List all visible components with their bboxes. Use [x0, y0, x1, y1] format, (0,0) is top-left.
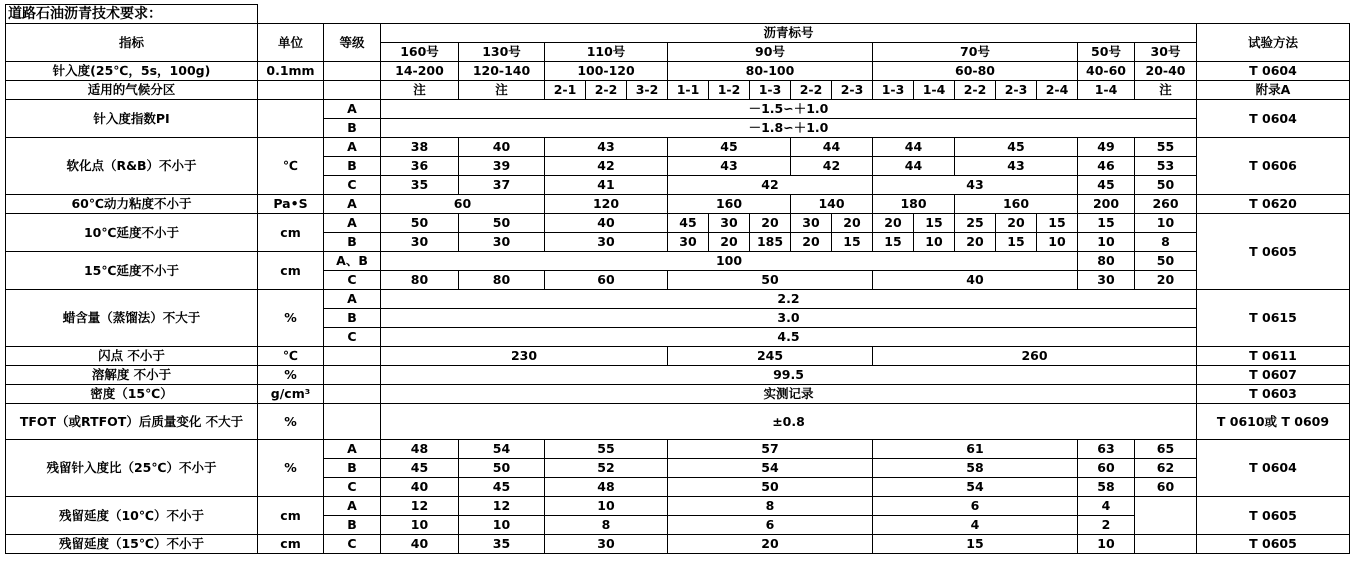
row-name: 10℃延度不小于	[6, 214, 258, 252]
row-unit: %	[258, 290, 324, 347]
cell: 14-200	[381, 62, 459, 81]
cell: 60-80	[873, 62, 1078, 81]
cell: 1-2	[709, 81, 750, 100]
caption-row	[6, 5, 1350, 24]
row-grade	[324, 366, 381, 385]
cell: 25	[955, 214, 996, 233]
cell: 6	[668, 516, 873, 535]
cell: 2-1	[545, 81, 586, 100]
cell: 100	[381, 252, 1078, 271]
row-method: T 0604	[1197, 100, 1350, 138]
cell: 2.2	[381, 290, 1197, 309]
cell: 8	[668, 497, 873, 516]
cell: 20	[873, 214, 914, 233]
row-unit: ℃	[258, 138, 324, 195]
cell: 4.5	[381, 328, 1197, 347]
row-method: T 0604	[1197, 62, 1350, 81]
cell: 39	[459, 157, 545, 176]
cell: ±0.8	[381, 404, 1197, 440]
cell: 1-3	[750, 81, 791, 100]
cell: 100-120	[545, 62, 668, 81]
cell: 3.0	[381, 309, 1197, 328]
cell: 20-40	[1135, 62, 1197, 81]
cell: 15	[873, 233, 914, 252]
cell: 80	[459, 271, 545, 290]
cell: 60	[1135, 478, 1197, 497]
cell: 60	[381, 195, 545, 214]
row-grade: A	[324, 100, 381, 119]
cell: 55	[1135, 138, 1197, 157]
cell: 50	[1135, 252, 1197, 271]
cell: 30	[1078, 271, 1135, 290]
row-name: 残留延度（15℃）不小于	[6, 535, 258, 554]
cell: 10	[914, 233, 955, 252]
cell: 260	[873, 347, 1197, 366]
row-name: 针入度(25℃，5s，100g)	[6, 62, 258, 81]
cell: 2	[1078, 516, 1135, 535]
cell: 42	[791, 157, 873, 176]
label-90: 90号	[668, 43, 873, 62]
row-method: T 0604	[1197, 440, 1350, 497]
cell: 10	[1078, 233, 1135, 252]
cell: 20	[996, 214, 1037, 233]
row-name: 蜡含量（蒸馏法）不大于	[6, 290, 258, 347]
cell-empty	[1135, 535, 1197, 554]
row-method: T 0611	[1197, 347, 1350, 366]
row-grade: A	[324, 214, 381, 233]
row-method: T 0610或 T 0609	[1197, 404, 1350, 440]
cell: －1.8∽＋1.0	[381, 119, 1197, 138]
cell: 45	[955, 138, 1078, 157]
cell: 2-4	[1037, 81, 1078, 100]
cell: 43	[668, 157, 791, 176]
cell: 30	[791, 214, 832, 233]
cell: 30	[545, 233, 668, 252]
table-row	[6, 62, 1350, 81]
cell: 45	[381, 459, 459, 478]
row-grade	[324, 62, 381, 81]
cell: 43	[955, 157, 1078, 176]
row-name: 闪点 不小于	[6, 347, 258, 366]
cell: 实测记录	[381, 385, 1197, 404]
cell: 55	[545, 440, 668, 459]
cell: 1-4	[914, 81, 955, 100]
cell: 10	[545, 497, 668, 516]
header-asphalt-label: 沥青标号	[381, 24, 1197, 43]
row-method: T 0606	[1197, 138, 1350, 195]
cell: 80	[1078, 252, 1135, 271]
header-method: 试验方法	[1197, 24, 1350, 62]
row-grade: C	[324, 535, 381, 554]
cell: 35	[459, 535, 545, 554]
cell: 12	[381, 497, 459, 516]
cell: 245	[668, 347, 873, 366]
table-row	[6, 290, 1350, 309]
cell: 62	[1135, 459, 1197, 478]
cell: 4	[1078, 497, 1135, 516]
cell-empty	[1135, 497, 1197, 535]
cell: 43	[873, 176, 1078, 195]
row-grade: B	[324, 119, 381, 138]
cell: 45	[1078, 176, 1135, 195]
cell: 15	[996, 233, 1037, 252]
cell: 44	[873, 138, 955, 157]
cell: 42	[668, 176, 873, 195]
cell: 2-3	[996, 81, 1037, 100]
cell: 6	[873, 497, 1078, 516]
caption-blank	[258, 5, 1350, 24]
cell: 40	[545, 214, 668, 233]
row-grade: A	[324, 440, 381, 459]
row-grade: C	[324, 328, 381, 347]
table-row	[6, 385, 1350, 404]
cell: 45	[459, 478, 545, 497]
cell: 57	[668, 440, 873, 459]
cell: 50	[668, 271, 873, 290]
row-unit: cm	[258, 497, 324, 535]
row-unit: cm	[258, 535, 324, 554]
table-row	[6, 535, 1350, 554]
cell: 60	[1078, 459, 1135, 478]
row-method: T 0605	[1197, 497, 1350, 535]
cell: 54	[459, 440, 545, 459]
cell: 180	[873, 195, 955, 214]
cell: 50	[459, 459, 545, 478]
cell: 50	[381, 214, 459, 233]
cell: 65	[1135, 440, 1197, 459]
cell: 40	[381, 478, 459, 497]
cell: 15	[1078, 214, 1135, 233]
cell: 20	[709, 233, 750, 252]
cell: 43	[545, 138, 668, 157]
row-name: 残留针入度比（25℃）不小于	[6, 440, 258, 497]
row-grade: C	[324, 176, 381, 195]
cell: 160	[668, 195, 791, 214]
cell: 45	[668, 214, 709, 233]
table-row	[6, 252, 1350, 271]
cell: 2-2	[586, 81, 627, 100]
row-unit	[258, 81, 324, 100]
row-grade: B	[324, 157, 381, 176]
row-unit: %	[258, 366, 324, 385]
table-row	[6, 81, 1350, 100]
row-unit: cm	[258, 214, 324, 252]
cell: 40	[381, 535, 459, 554]
row-name: TFOT（或RTFOT）后质量变化 不大于	[6, 404, 258, 440]
cell: 80-100	[668, 62, 873, 81]
row-grade	[324, 81, 381, 100]
row-grade: B	[324, 309, 381, 328]
row-name: 软化点（R&B）不小于	[6, 138, 258, 195]
cell: 40	[873, 271, 1078, 290]
cell: 1-1	[668, 81, 709, 100]
cell: 48	[381, 440, 459, 459]
cell: 12	[459, 497, 545, 516]
cell: 20	[1135, 271, 1197, 290]
cell: 99.5	[381, 366, 1197, 385]
cell: 20	[955, 233, 996, 252]
row-grade: A	[324, 290, 381, 309]
cell: －1.5∽＋1.0	[381, 100, 1197, 119]
table-row	[6, 497, 1350, 516]
row-name: 适用的气候分区	[6, 81, 258, 100]
row-method: T 0605	[1197, 214, 1350, 290]
cell: 注	[381, 81, 459, 100]
cell: 52	[545, 459, 668, 478]
cell: 30	[709, 214, 750, 233]
row-unit: ℃	[258, 347, 324, 366]
table-row	[6, 100, 1350, 119]
row-method: T 0607	[1197, 366, 1350, 385]
cell: 36	[381, 157, 459, 176]
cell: 注	[1135, 81, 1197, 100]
cell: 10	[459, 516, 545, 535]
row-method: T 0615	[1197, 290, 1350, 347]
label-70: 70号	[873, 43, 1078, 62]
cell: 58	[1078, 478, 1135, 497]
row-grade: B	[324, 516, 381, 535]
cell: 30	[545, 535, 668, 554]
cell: 20	[791, 233, 832, 252]
cell: 44	[791, 138, 873, 157]
cell: 200	[1078, 195, 1135, 214]
table-caption: 道路石油沥青技术要求：	[6, 5, 258, 24]
row-grade: C	[324, 478, 381, 497]
cell: 2-3	[832, 81, 873, 100]
table-row	[6, 214, 1350, 233]
row-grade	[324, 347, 381, 366]
cell: 58	[873, 459, 1078, 478]
row-method: 附录A	[1197, 81, 1350, 100]
cell: 35	[381, 176, 459, 195]
header-unit: 单位	[258, 24, 324, 62]
label-30: 30号	[1135, 43, 1197, 62]
cell: 120	[545, 195, 668, 214]
row-unit: %	[258, 404, 324, 440]
cell: 1-3	[873, 81, 914, 100]
cell: 50	[668, 478, 873, 497]
cell: 1-4	[1078, 81, 1135, 100]
row-unit: %	[258, 440, 324, 497]
cell: 50	[1135, 176, 1197, 195]
cell: 42	[545, 157, 668, 176]
table-row	[6, 366, 1350, 385]
row-unit: cm	[258, 252, 324, 290]
cell: 63	[1078, 440, 1135, 459]
cell: 3-2	[627, 81, 668, 100]
row-method: T 0603	[1197, 385, 1350, 404]
row-grade: B	[324, 233, 381, 252]
row-name: 残留延度（10℃）不小于	[6, 497, 258, 535]
table-row	[6, 195, 1350, 214]
cell: 46	[1078, 157, 1135, 176]
cell: 40	[459, 138, 545, 157]
cell: 49	[1078, 138, 1135, 157]
cell: 38	[381, 138, 459, 157]
row-unit: 0.1mm	[258, 62, 324, 81]
cell: 2-2	[955, 81, 996, 100]
cell: 48	[545, 478, 668, 497]
row-name: 15℃延度不小于	[6, 252, 258, 290]
cell: 260	[1135, 195, 1197, 214]
row-grade	[324, 404, 381, 440]
table-row	[6, 440, 1350, 459]
label-160: 160号	[381, 43, 459, 62]
row-method: T 0620	[1197, 195, 1350, 214]
cell: 41	[545, 176, 668, 195]
cell: 61	[873, 440, 1078, 459]
label-110: 110号	[545, 43, 668, 62]
asphalt-spec-table	[5, 4, 1350, 554]
label-130: 130号	[459, 43, 545, 62]
row-grade: B	[324, 459, 381, 478]
cell: 注	[459, 81, 545, 100]
cell: 30	[668, 233, 709, 252]
header-grade: 等级	[324, 24, 381, 62]
cell: 54	[668, 459, 873, 478]
row-name: 针入度指数PI	[6, 100, 258, 138]
cell: 20	[832, 214, 873, 233]
cell: 37	[459, 176, 545, 195]
cell: 4	[873, 516, 1078, 535]
row-name: 60℃动力粘度不小于	[6, 195, 258, 214]
table-row	[6, 347, 1350, 366]
row-name: 密度（15℃）	[6, 385, 258, 404]
cell: 54	[873, 478, 1078, 497]
cell: 10	[1037, 233, 1078, 252]
table-row	[6, 404, 1350, 440]
spec-sheet	[5, 4, 1350, 554]
cell: 44	[873, 157, 955, 176]
cell: 15	[873, 535, 1078, 554]
cell: 15	[1037, 214, 1078, 233]
cell: 15	[914, 214, 955, 233]
cell: 20	[750, 214, 791, 233]
row-grade: C	[324, 271, 381, 290]
cell: 8	[1135, 233, 1197, 252]
cell: 60	[545, 271, 668, 290]
cell: 53	[1135, 157, 1197, 176]
row-grade: A	[324, 497, 381, 516]
row-grade: A、B	[324, 252, 381, 271]
cell: 15	[832, 233, 873, 252]
cell: 8	[545, 516, 668, 535]
row-unit: Pa•S	[258, 195, 324, 214]
cell: 120-140	[459, 62, 545, 81]
header-row	[6, 24, 1350, 43]
cell: 230	[381, 347, 668, 366]
cell: 10	[1078, 535, 1135, 554]
cell: 10	[381, 516, 459, 535]
header-indicator: 指标	[6, 24, 258, 62]
cell: 80	[381, 271, 459, 290]
row-name: 溶解度 不小于	[6, 366, 258, 385]
cell: 40-60	[1078, 62, 1135, 81]
cell: 30	[381, 233, 459, 252]
cell: 30	[459, 233, 545, 252]
table-row	[6, 138, 1350, 157]
label-50: 50号	[1078, 43, 1135, 62]
cell: 20	[668, 535, 873, 554]
row-unit: g/cm³	[258, 385, 324, 404]
row-grade: A	[324, 138, 381, 157]
cell: 185	[750, 233, 791, 252]
row-method: T 0605	[1197, 535, 1350, 554]
cell: 160	[955, 195, 1078, 214]
row-grade: A	[324, 195, 381, 214]
cell: 2-2	[791, 81, 832, 100]
cell: 140	[791, 195, 873, 214]
row-unit	[258, 100, 324, 138]
cell: 10	[1135, 214, 1197, 233]
cell: 50	[459, 214, 545, 233]
cell: 45	[668, 138, 791, 157]
row-grade	[324, 385, 381, 404]
